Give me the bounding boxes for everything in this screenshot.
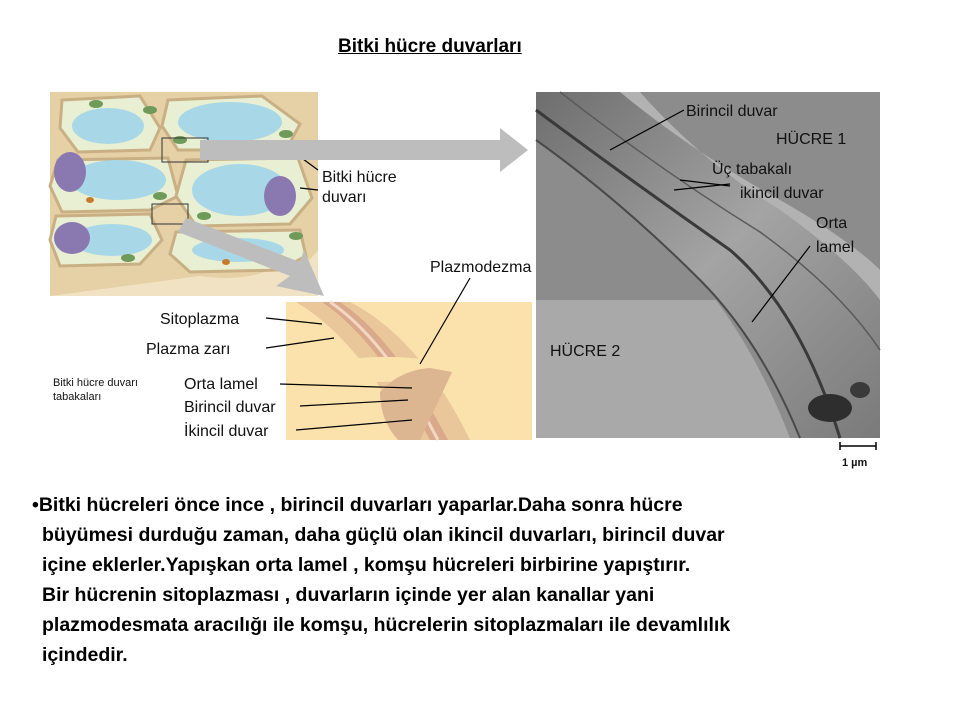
secondary-wall-label: İkincil duvar — [184, 423, 269, 440]
cytoplasm-label: Sitoplazma — [160, 311, 240, 328]
plasma-membrane-label: Plazma zarı — [146, 341, 231, 358]
paragraph-line: plazmodesmata aracılığı ile komşu, hücrelerin sitoplazmaları ile devamlılık — [42, 614, 731, 636]
micro-cell2-label: HÜCRE 2 — [550, 343, 621, 360]
page-title: Bitki hücre duvarları — [338, 36, 522, 57]
micro-cell1-label: HÜCRE 1 — [776, 131, 847, 148]
tissue-wall-label-2: duvarı — [322, 189, 367, 206]
micro-three-layer-2: ikincil duvar — [740, 185, 824, 202]
scale-label: 1 µm — [842, 457, 868, 469]
paragraph-line: büyümesi durduğu zaman, daha güçlü olan ikincil duvarları, birincil duvar — [42, 524, 725, 546]
scale-bar — [840, 442, 876, 469]
primary-wall-label: Birincil duvar — [184, 399, 276, 416]
paragraph-line: içindedir. — [42, 644, 128, 666]
description-paragraph — [32, 490, 912, 670]
micro-three-layer-1: Üç tabakalı — [712, 161, 793, 178]
plasmodesma-label: Plazmodezma — [430, 259, 532, 276]
layers-caption-2: tabakaları — [53, 391, 102, 403]
layers-caption-1: Bitki hücre duvarı — [53, 377, 138, 389]
paragraph-line: içine eklerler.Yapışkan orta lamel , komşu hücreleri birbirine yapıştırır. — [42, 554, 691, 576]
paragraph-line: •Bitki hücreleri önce ince , birincil duvarları yaparlar.Daha sonra hücre — [32, 494, 683, 516]
middle-lamella-label: Orta lamel — [184, 376, 258, 393]
paragraph-line: Bir hücrenin sitoplazması , duvarların içinde yer alan kanallar yani — [42, 584, 655, 606]
micro-primary-label: Birincil duvar — [686, 103, 778, 120]
tissue-wall-label-1: Bitki hücre — [322, 169, 397, 186]
micro-middle-lamella-1: Orta — [816, 215, 848, 232]
wall-layer-detail — [286, 302, 532, 440]
micro-middle-lamella-2: lamel — [816, 239, 855, 256]
